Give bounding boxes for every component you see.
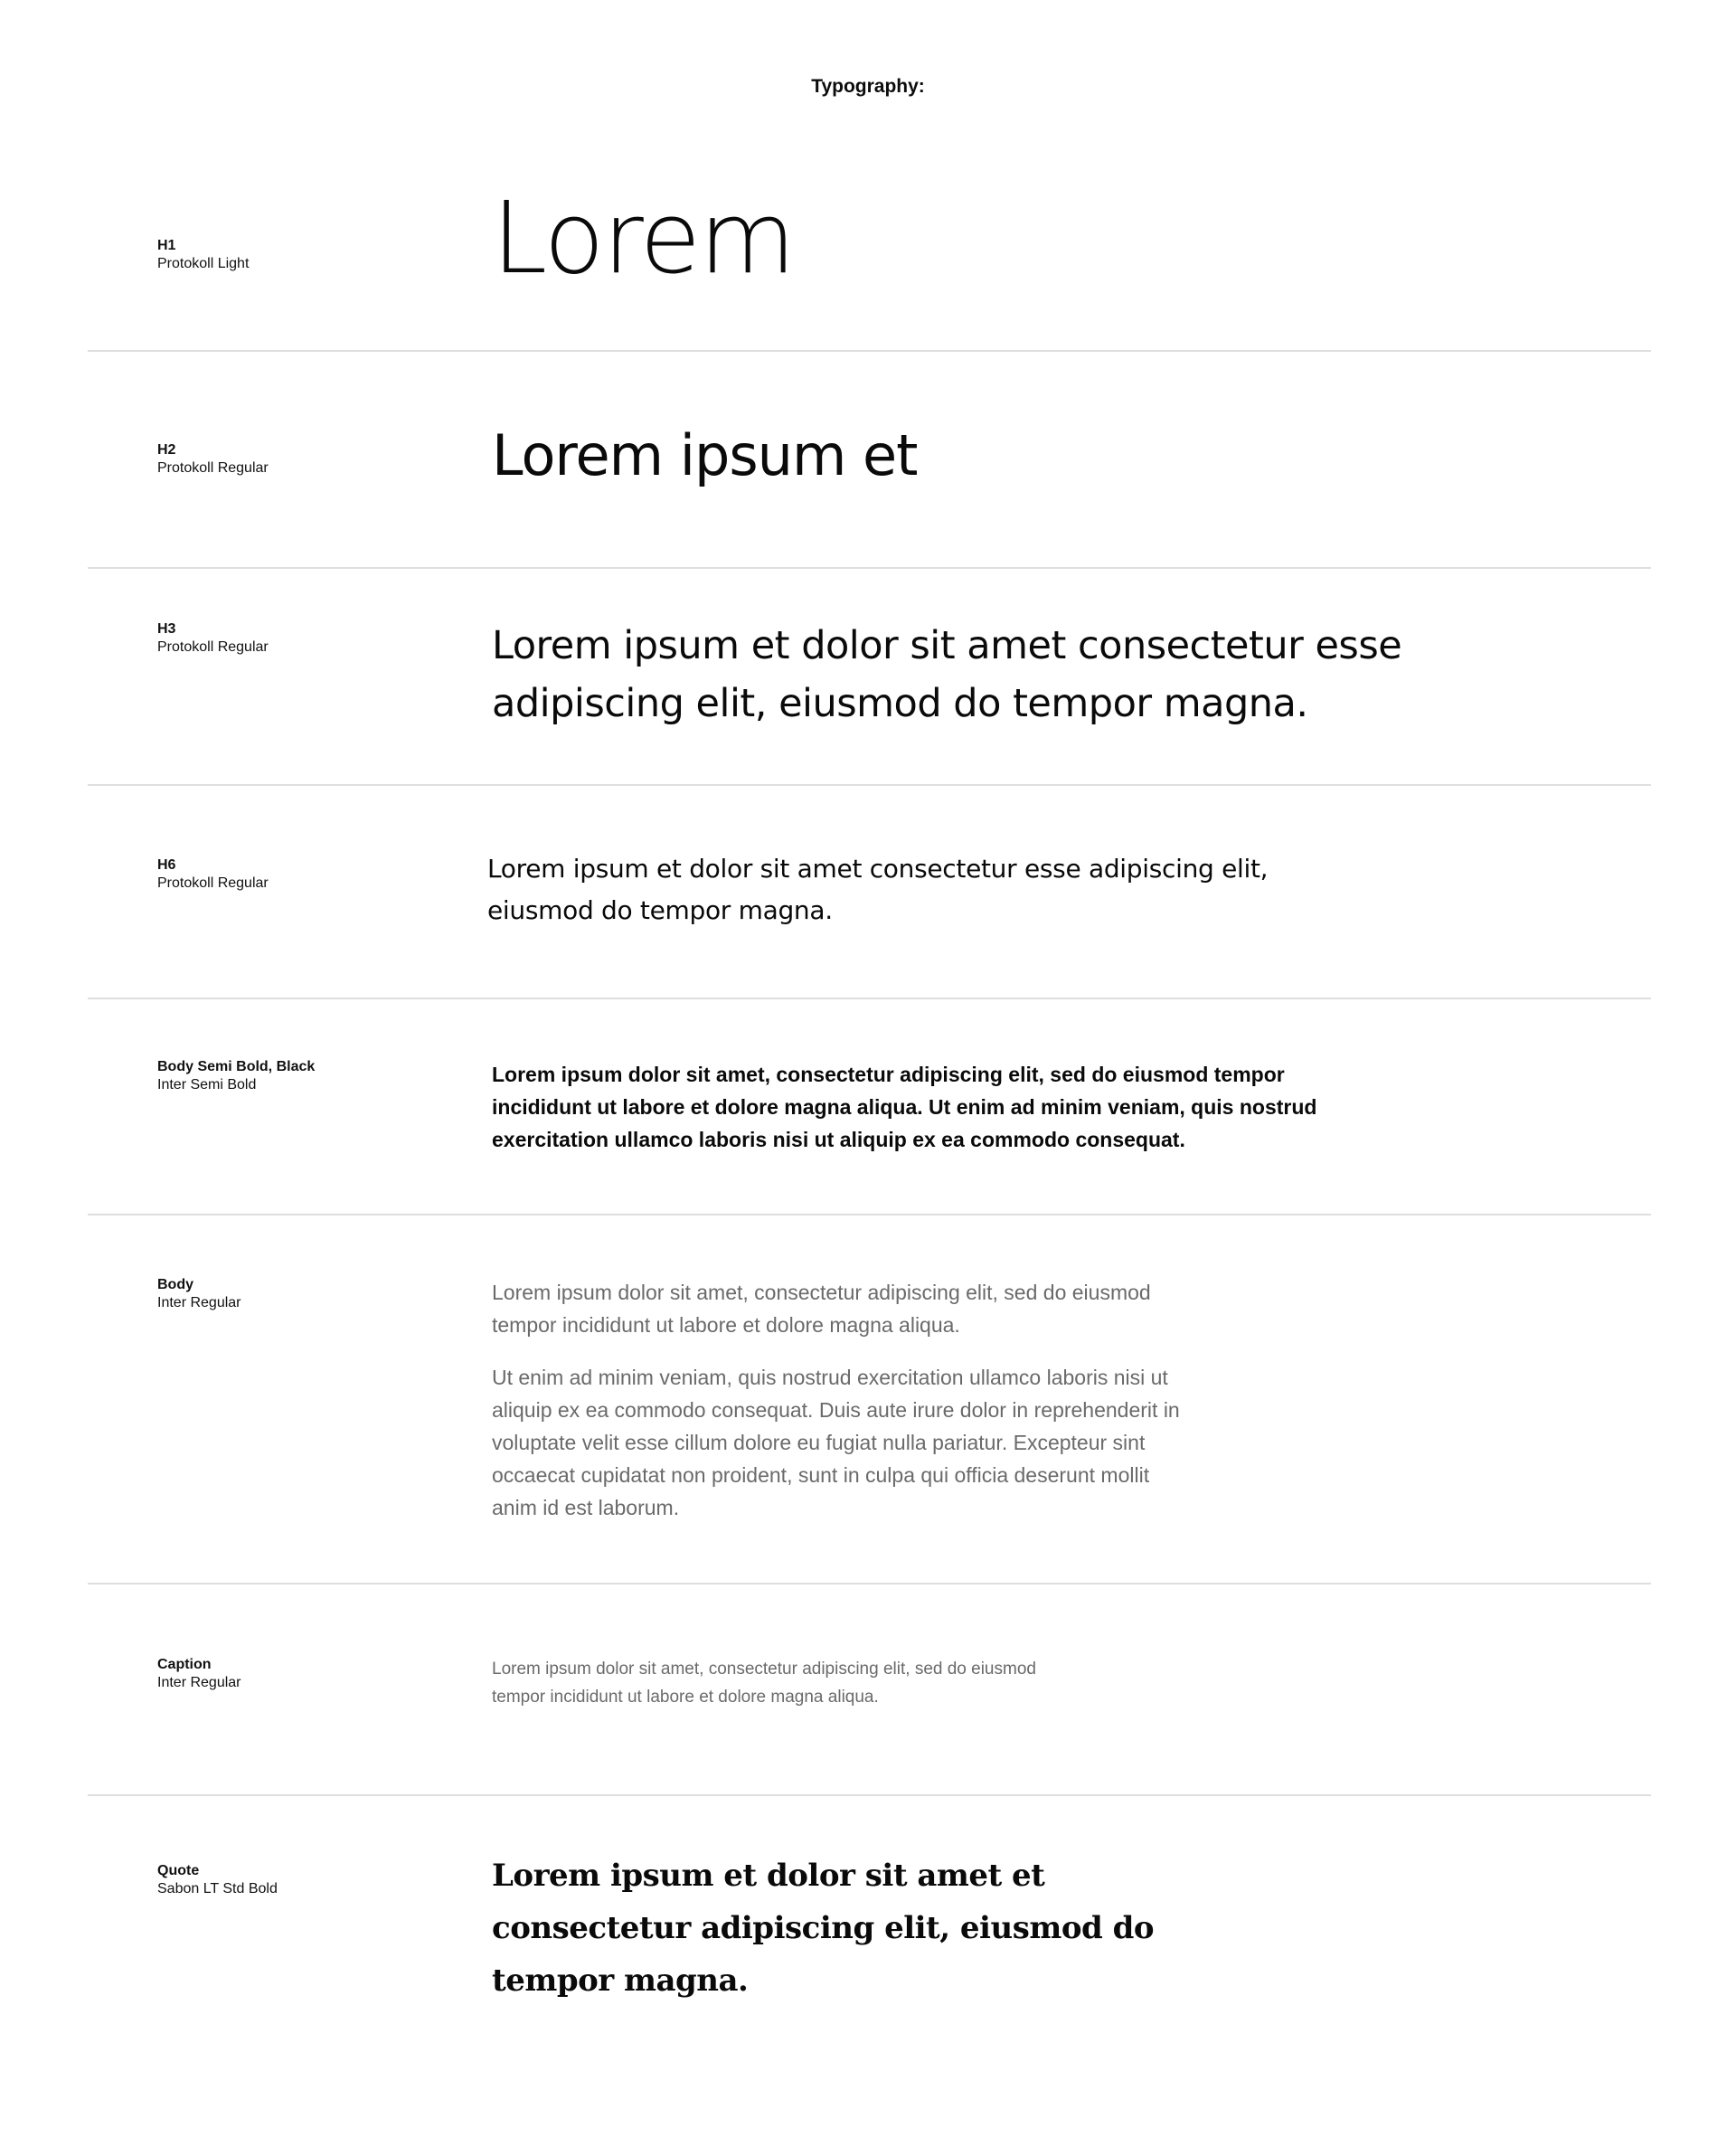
- style-font: Sabon LT Std Bold: [157, 1881, 278, 1896]
- style-font: Inter Regular: [157, 1295, 241, 1310]
- style-name: H2: [157, 442, 176, 458]
- style-label-body: [157, 1276, 241, 1312]
- style-label-caption: [157, 1656, 241, 1692]
- style-font: Protokoll Regular: [157, 460, 269, 476]
- divider: [88, 350, 1651, 352]
- divider: [88, 1794, 1651, 1796]
- style-font: Protokoll Regular: [157, 875, 269, 891]
- style-name: H1: [157, 238, 176, 253]
- sample-h3: Lorem ipsum et dolor sit amet consectetur esse adipiscing elit, eiusmod do tempor magna.: [492, 623, 1402, 726]
- sample-h6: Lorem ipsum et dolor sit amet consectetur esse adipiscing elit, eiusmod do tempor magna.: [487, 854, 1269, 925]
- style-name: Caption: [157, 1657, 212, 1672]
- style-font: Inter Regular: [157, 1675, 241, 1690]
- divider: [88, 1214, 1651, 1215]
- style-name: Body: [157, 1277, 193, 1292]
- body-paragraph: Ut enim ad minim veniam, quis nostrud exercitation ullamco laboris nisi ut aliquip ex ea commodo consequat. Duis aute irure dolor in reprehenderit in voluptate velit esse cillum dolore eu fugiat nulla pariatur. Excepteur sint occaecat cupidatat non proident, sunt in culpa qui officia deserunt mollit anim id est laborum.: [492, 1366, 1180, 1519]
- sample-h2: Lorem ipsum et: [492, 422, 918, 488]
- page-title: Typography:: [811, 76, 925, 97]
- style-label-quote: [157, 1862, 278, 1898]
- style-label-h2: [157, 441, 269, 478]
- style-name: H6: [157, 857, 176, 873]
- style-font: Inter Semi Bold: [157, 1077, 257, 1092]
- sample-quote: Lorem ipsum et dolor sit amet et consectetur adipiscing elit, eiusmod do tempor magna.: [492, 1858, 1155, 1999]
- style-label-body-semibold: [157, 1058, 315, 1094]
- style-label-h3: [157, 620, 269, 657]
- style-label-h1: [157, 237, 249, 273]
- divider: [88, 567, 1651, 569]
- body-paragraph: Lorem ipsum dolor sit amet, consectetur adipiscing elit, sed do eiusmod tempor incididunt ut labore et dolore magna aliqua.: [492, 1281, 1151, 1337]
- sample-h1: Lorem: [492, 180, 795, 296]
- style-name: Quote: [157, 1863, 200, 1878]
- sample-body-semibold: Lorem ipsum dolor sit amet, consectetur adipiscing elit, sed do eiusmod tempor incididunt ut labore et dolore magna aliqua. Ut enim ad minim veniam, quis nostrud exercitation ullamco laboris nisi ut aliquip ex ea commodo consequat.: [492, 1063, 1317, 1151]
- divider: [88, 784, 1651, 786]
- style-font: Protokoll Light: [157, 256, 250, 271]
- sample-caption: Lorem ipsum dolor sit amet, consectetur adipiscing elit, sed do eiusmod tempor incididunt ut labore et dolore magna aliqua.: [492, 1660, 1036, 1707]
- style-label-h6: [157, 856, 269, 893]
- sample-body: [492, 1276, 1197, 1544]
- divider: [88, 1583, 1651, 1584]
- style-name: Body Semi Bold, Black: [157, 1059, 316, 1074]
- style-font: Protokoll Regular: [157, 639, 269, 655]
- style-name: H3: [157, 621, 176, 637]
- divider: [88, 998, 1651, 999]
